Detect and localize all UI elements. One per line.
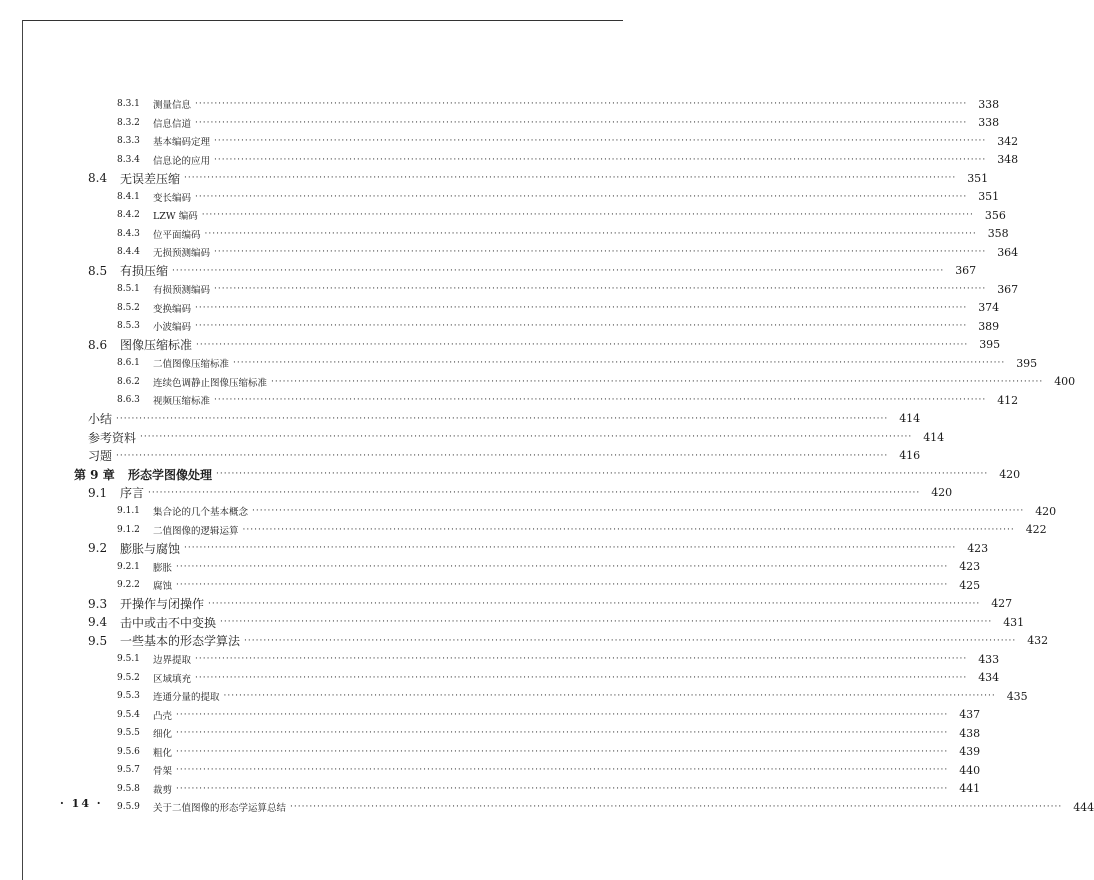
toc-entry-page: 420 bbox=[999, 467, 1021, 481]
toc-entry-number: 8.5.2 bbox=[117, 302, 140, 313]
toc-entry-page: 412 bbox=[997, 393, 1019, 407]
toc-leader-dots: ········································································································································································································ bbox=[214, 247, 987, 257]
toc-entry-page: 348 bbox=[997, 153, 1019, 166]
toc-entry bbox=[0, 95, 1000, 113]
toc-entry-page: 367 bbox=[997, 282, 1019, 296]
toc-entry-page: 422 bbox=[1025, 523, 1047, 536]
toc-entry-title: 关于二值图像的形态学运算总结 bbox=[153, 803, 287, 814]
toc-entry bbox=[0, 188, 1000, 206]
toc-entry-page: 358 bbox=[987, 227, 1009, 240]
toc-entry-title: 二值图像的逻辑运算 bbox=[153, 525, 239, 537]
toc-entry-title: 凸壳 bbox=[153, 710, 173, 722]
toc-entry-number: 8.5.1 bbox=[117, 284, 140, 294]
toc-entry-number: 8.5.3 bbox=[117, 321, 140, 331]
toc-entry-number: 9.5.4 bbox=[117, 709, 140, 720]
toc-leader-dots: ········································································································································································································ bbox=[176, 709, 949, 720]
toc-leader-dots: ········································································································································································································ bbox=[195, 654, 968, 664]
toc-entry bbox=[0, 336, 1001, 354]
toc-entry-title: 有损预测编码 bbox=[153, 285, 211, 296]
toc-entry-title: 无损预测编码 bbox=[153, 248, 211, 259]
toc-entry-page: 351 bbox=[967, 171, 989, 185]
toc-entry-title: 膨胀 bbox=[153, 562, 173, 574]
toc-entry bbox=[0, 558, 981, 576]
toc-leader-dots: ········································································································································································································ bbox=[214, 136, 987, 146]
toc-entry-page: 423 bbox=[967, 541, 989, 555]
toc-entry-page: 351 bbox=[978, 190, 1000, 203]
toc-leader-dots: ········································································································································································································ bbox=[195, 302, 968, 313]
toc-leader-dots: ········································································································································································································ bbox=[184, 173, 957, 183]
toc-entry-title: 序言 bbox=[120, 486, 145, 500]
toc-entry-title: 击中或击不中变换 bbox=[120, 615, 217, 630]
toc-entry-page: 342 bbox=[997, 134, 1019, 148]
toc-entry bbox=[0, 132, 1019, 150]
toc-entry bbox=[0, 613, 1025, 631]
toc-entry bbox=[0, 706, 981, 724]
toc-entry-title: 无误差压缩 bbox=[120, 171, 181, 186]
toc-entry bbox=[0, 391, 1019, 409]
toc-entry-page: 395 bbox=[979, 338, 1001, 351]
toc-entry bbox=[0, 669, 1000, 687]
toc-entry-number: 9.5.3 bbox=[117, 691, 140, 701]
toc-entry bbox=[0, 724, 981, 742]
toc-entry-title: 变换编码 bbox=[153, 303, 192, 315]
page-number: · 14 · bbox=[60, 797, 103, 810]
toc-entry-number: 9.5.8 bbox=[117, 783, 140, 794]
toc-entry-page: 414 bbox=[899, 412, 921, 425]
toc-entry-number: 9.4 bbox=[88, 615, 108, 629]
toc-entry-page: 439 bbox=[959, 745, 981, 758]
toc-entry-title: 测量信息 bbox=[153, 100, 192, 111]
toc-leader-dots: ········································································································································································································ bbox=[204, 228, 977, 239]
toc-leader-dots: ········································································································································································································ bbox=[220, 617, 993, 627]
toc-entry-number: 9.5.7 bbox=[117, 765, 140, 775]
toc-entry-title: 细化 bbox=[153, 729, 173, 740]
toc-entry-number: 第 9 章 bbox=[74, 467, 115, 482]
toc-entry-title: 集合论的几个基本概念 bbox=[153, 507, 249, 518]
toc-entry-title: 一些基本的形态学算法 bbox=[120, 634, 241, 648]
toc-entry-number: 9.2.1 bbox=[117, 561, 140, 572]
toc-entry-number: 8.6.3 bbox=[117, 395, 140, 405]
toc-entry-page: 434 bbox=[978, 671, 1000, 684]
toc-entry-page: 427 bbox=[991, 597, 1013, 610]
toc-leader-dots: ········································································································································································································ bbox=[196, 339, 969, 350]
toc-entry-number: 9.5.9 bbox=[117, 802, 140, 812]
toc-entry-page: 364 bbox=[997, 245, 1019, 259]
toc-leader-dots: ········································································································································································································ bbox=[176, 561, 949, 572]
toc-entry-title: 信息论的应用 bbox=[153, 155, 211, 167]
toc-entry-number: 9.1.1 bbox=[117, 506, 140, 516]
toc-leader-dots: ········································································································································································································ bbox=[214, 395, 987, 405]
toc-entry bbox=[0, 243, 1019, 261]
toc-entry-title: 图像压缩标准 bbox=[120, 338, 193, 352]
toc-entry-number: 9.5.2 bbox=[117, 672, 140, 683]
toc-entry bbox=[0, 484, 953, 502]
toc-entry-number: 8.6 bbox=[88, 337, 108, 352]
toc-entry-page: 374 bbox=[978, 301, 1000, 314]
toc-leader-dots: ········································································································································································································ bbox=[148, 487, 921, 498]
toc-entry-page: 431 bbox=[1003, 615, 1025, 629]
toc-entry-number: 9.5.6 bbox=[117, 746, 140, 757]
toc-entry bbox=[0, 317, 1000, 335]
toc-leader-dots: ········································································································································································································ bbox=[195, 117, 968, 128]
toc-entry-number: 9.3 bbox=[88, 596, 108, 611]
toc-entry-number: 9.5.5 bbox=[117, 728, 140, 738]
toc-leader-dots: ········································································································································································································ bbox=[195, 672, 968, 683]
toc-entry bbox=[0, 595, 1013, 613]
toc-entry-page: 433 bbox=[978, 652, 1000, 666]
toc-entry-title: 边界提取 bbox=[153, 655, 192, 666]
toc-entry-number: 8.4.4 bbox=[117, 247, 140, 257]
toc-entry-page: 437 bbox=[959, 708, 981, 721]
toc-entry-title: 连续色调静止图像压缩标准 bbox=[153, 377, 268, 389]
toc-entry bbox=[0, 373, 1076, 391]
toc-entry bbox=[0, 521, 1047, 539]
toc-leader-dots: ········································································································································································································ bbox=[208, 598, 981, 609]
toc-entry-title: 二值图像压缩标准 bbox=[153, 359, 230, 370]
toc-leader-dots: ········································································································································································································ bbox=[172, 265, 945, 276]
toc-entry-page: 438 bbox=[959, 726, 981, 740]
toc-leader-dots: ········································································································································································································ bbox=[201, 210, 974, 220]
toc-entry bbox=[0, 428, 945, 446]
toc-entry bbox=[0, 780, 981, 798]
toc-leader-dots: ········································································································································································································ bbox=[252, 506, 1025, 516]
toc-entry-page: 367 bbox=[955, 264, 977, 277]
toc-entry-page: 425 bbox=[959, 578, 981, 592]
toc-entry bbox=[0, 743, 981, 761]
toc-entry-page: 389 bbox=[978, 319, 1000, 333]
toc-entry-title: 形态学图像处理 bbox=[128, 467, 213, 482]
toc-entry-number: 9.1 bbox=[88, 485, 108, 500]
toc-entry bbox=[0, 539, 989, 557]
toc-entry bbox=[0, 761, 981, 779]
toc-entry bbox=[0, 299, 1000, 317]
toc-entry-number: 8.4.1 bbox=[117, 191, 140, 202]
toc-entry bbox=[0, 447, 921, 465]
toc-leader-dots: ········································································································································································································ bbox=[216, 469, 989, 479]
toc-entry bbox=[0, 280, 1019, 298]
toc-leader-dots: ········································································································································································································ bbox=[176, 765, 949, 775]
toc-entry bbox=[0, 169, 989, 187]
toc-entry-number: 8.4.3 bbox=[117, 228, 140, 239]
toc-entry bbox=[0, 206, 1006, 224]
toc-entry-title: 参考资料 bbox=[88, 430, 137, 445]
toc-entry bbox=[0, 262, 977, 280]
toc-entry bbox=[0, 502, 1057, 520]
toc-leader-dots: ········································································································································································································ bbox=[176, 728, 949, 738]
toc-entry-number: 8.3.4 bbox=[117, 154, 140, 165]
toc-entry-page: 416 bbox=[899, 449, 921, 462]
toc-entry-number: 8.4 bbox=[88, 171, 108, 185]
toc-leader-dots: ········································································································································································································ bbox=[242, 524, 1015, 535]
toc-entry-page: 414 bbox=[923, 430, 945, 444]
toc-entry bbox=[0, 576, 981, 594]
toc-entry-title: 位平面编码 bbox=[153, 229, 201, 241]
toc-entry-number: 8.6.2 bbox=[117, 376, 140, 387]
toc-entry-page: 420 bbox=[931, 486, 953, 499]
toc-leader-dots: ········································································································································································································ bbox=[195, 99, 968, 109]
toc-entry-title: 开操作与闭操作 bbox=[120, 597, 205, 611]
toc-leader-dots: ········································································································································································································ bbox=[116, 450, 889, 461]
toc-leader-dots: ········································································································································································································ bbox=[214, 284, 987, 294]
toc-entry-page: 338 bbox=[978, 97, 1000, 111]
toc-leader-dots: ········································································································································································································ bbox=[176, 746, 949, 757]
toc-entry bbox=[0, 354, 1038, 372]
toc-entry-title: 基本编码定理 bbox=[153, 137, 211, 148]
toc-leader-dots: ········································································································································································································ bbox=[176, 783, 949, 794]
page-top-edge bbox=[22, 20, 623, 21]
toc-entry-number: 9.2 bbox=[88, 541, 108, 555]
toc-entry-page: 420 bbox=[1035, 504, 1057, 518]
toc-leader-dots: ········································································································································································································ bbox=[176, 580, 949, 590]
toc-leader-dots: ········································································································································································································ bbox=[116, 413, 889, 424]
toc-entry-title: 裁剪 bbox=[153, 784, 173, 796]
toc-entry-title: 小结 bbox=[88, 412, 113, 426]
toc-entry-title: LZW 编码 bbox=[153, 211, 198, 222]
toc-entry bbox=[0, 687, 1028, 705]
toc-entry-number: 8.3.2 bbox=[117, 117, 140, 128]
toc-entry bbox=[0, 151, 1019, 169]
toc-entry bbox=[0, 465, 1021, 483]
toc-leader-dots: ········································································································································································································ bbox=[184, 543, 957, 553]
toc-entry-page: 423 bbox=[959, 560, 981, 573]
toc-entry-number: 8.5 bbox=[88, 263, 108, 278]
toc-entry-page: 338 bbox=[978, 116, 1000, 129]
toc-entry-title: 粗化 bbox=[153, 747, 173, 759]
toc-entry-number: 9.5.1 bbox=[117, 654, 140, 664]
toc-entry-page: 400 bbox=[1054, 375, 1076, 388]
toc-entry-page: 432 bbox=[1027, 634, 1049, 647]
toc-entry bbox=[0, 650, 1000, 668]
toc-entry-title: 连通分量的提取 bbox=[153, 692, 220, 703]
toc-entry-page: 435 bbox=[1006, 689, 1028, 703]
toc-entry-number: 9.2.2 bbox=[117, 580, 140, 590]
toc-leader-dots: ········································································································································································································ bbox=[195, 321, 968, 331]
toc-leader-dots: ········································································································································································································ bbox=[233, 358, 1006, 368]
toc-leader-dots: ········································································································································································································ bbox=[244, 635, 1017, 646]
toc-entry-number: 9.1.2 bbox=[117, 524, 140, 535]
toc-entry-title: 区域填充 bbox=[153, 673, 192, 685]
toc-leader-dots: ········································································································································································································ bbox=[290, 802, 1063, 812]
toc-leader-dots: ········································································································································································································ bbox=[223, 691, 996, 701]
toc-entry-number: 8.3.3 bbox=[117, 136, 140, 146]
toc-entry-title: 有损压缩 bbox=[120, 264, 169, 278]
toc-leader-dots: ········································································································································································································ bbox=[214, 154, 987, 165]
toc-entry-title: 习题 bbox=[88, 449, 113, 463]
toc-entry-page: 440 bbox=[959, 763, 981, 777]
toc-entry bbox=[0, 632, 1049, 650]
toc-entry-title: 变长编码 bbox=[153, 192, 192, 204]
toc-entry bbox=[0, 225, 1009, 243]
toc-entry-title: 信息信道 bbox=[153, 118, 192, 130]
toc-leader-dots: ········································································································································································································ bbox=[195, 191, 968, 202]
toc-entry-title: 小波编码 bbox=[153, 322, 192, 333]
toc-entry-title: 腐蚀 bbox=[153, 581, 173, 592]
toc-entry-page: 444 bbox=[1073, 800, 1094, 814]
toc-entry-title: 膨胀与腐蚀 bbox=[120, 541, 181, 556]
toc-entry bbox=[0, 410, 921, 428]
toc-entry-page: 395 bbox=[1016, 356, 1038, 370]
toc-entry bbox=[0, 114, 1000, 132]
toc-entry-page: 441 bbox=[959, 782, 981, 795]
toc-entry-number: 8.6.1 bbox=[117, 358, 140, 368]
toc-entry-number: 8.3.1 bbox=[117, 99, 140, 109]
toc-entry-number: 8.4.2 bbox=[117, 210, 140, 220]
toc-entry-title: 骨架 bbox=[153, 766, 173, 777]
toc-entry-page: 356 bbox=[984, 208, 1006, 222]
toc-entry-title: 视频压缩标准 bbox=[153, 396, 211, 407]
toc-entry-number: 9.5 bbox=[88, 633, 108, 648]
toc-leader-dots: ········································································································································································································ bbox=[271, 376, 1044, 387]
toc-leader-dots: ········································································································································································································ bbox=[140, 432, 913, 442]
